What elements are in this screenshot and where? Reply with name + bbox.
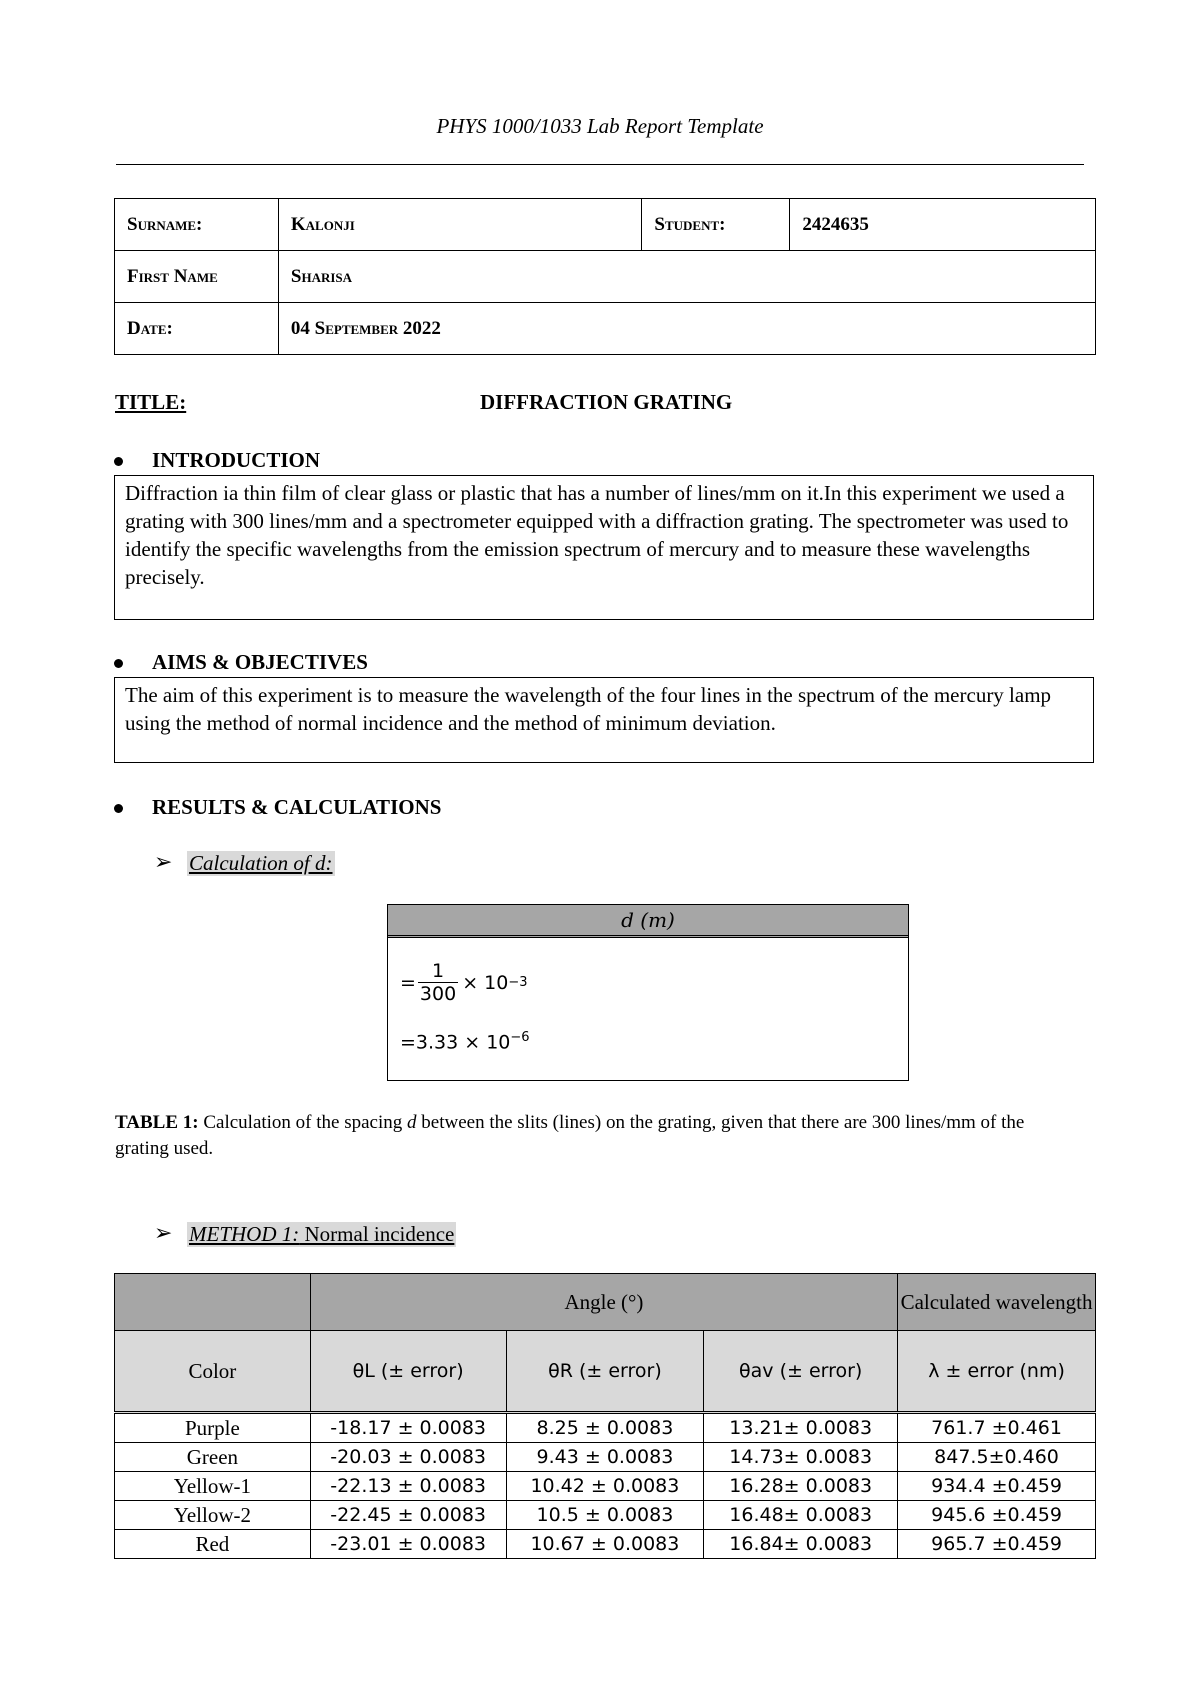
caption-label: TABLE 1:	[115, 1112, 199, 1133]
lambda-cell: 934.4 ±0.459	[898, 1472, 1096, 1501]
theta-l-header: θL (± error)	[310, 1331, 506, 1413]
theta-r-cell: 9.43 ± 0.0083	[506, 1443, 704, 1472]
method1-title: Normal incidence	[299, 1222, 455, 1246]
bullet-icon	[114, 804, 123, 813]
d-table-header: d (m)	[388, 905, 908, 938]
aims-heading: AIMS & OBJECTIVES	[152, 650, 368, 674]
calculated-wavelength-header: Calculated wavelength	[898, 1274, 1096, 1331]
result-value: =3.33 × 10	[400, 1031, 511, 1054]
theta-l-cell: -22.13 ± 0.0083	[310, 1472, 506, 1501]
student-info-table	[114, 198, 1096, 355]
table-row	[115, 251, 1096, 303]
table-row	[115, 1530, 1096, 1559]
caption-text: Calculation of the spacing	[198, 1112, 408, 1133]
introduction-text: Diffraction ia thin film of clear glass or plastic that has a number of lines/mm on it.In this experiment we used a grating with 300 lines/mm and a spectrometer equipped with a diffraction grating. The spectrometer was used to identify the specific wavelengths from the emission spectrum of mercury and to measure these wavelengths precisely.	[114, 475, 1094, 620]
color-header: Color	[115, 1331, 311, 1413]
times-power: × 10	[462, 971, 509, 994]
surname-value: Kalonji	[278, 199, 642, 251]
method1-label: METHOD 1:	[189, 1222, 300, 1246]
surname-label: Surname:	[115, 199, 279, 251]
theta-av-cell: 16.28± 0.0083	[704, 1472, 898, 1501]
theta-av-cell: 14.73± 0.0083	[704, 1443, 898, 1472]
table-row	[115, 303, 1096, 355]
lambda-cell: 965.7 ±0.459	[898, 1530, 1096, 1559]
first-name-value: Sharisa	[278, 251, 1095, 303]
theta-r-cell: 8.25 ± 0.0083	[506, 1413, 704, 1443]
theta-l-cell: -20.03 ± 0.0083	[310, 1443, 506, 1472]
first-name-label: First Name	[115, 251, 279, 303]
color-cell: Yellow-2	[115, 1501, 311, 1530]
header-rule	[116, 164, 1084, 165]
theta-av-header: θav (± error)	[704, 1331, 898, 1413]
calc-d-heading: Calculation of d:	[189, 851, 333, 875]
report-title: DIFFRACTION GRATING	[480, 390, 733, 414]
date-label: Date:	[115, 303, 279, 355]
table-row	[115, 1472, 1096, 1501]
table-row	[115, 1413, 1096, 1443]
theta-av-cell: 16.84± 0.0083	[704, 1530, 898, 1559]
equals-sign: =	[400, 971, 416, 994]
caption-text: between the slits (lines) on the grating, given that there are 300 lines/mm of the grating used.	[115, 1112, 1025, 1159]
angle-header: Angle (°)	[310, 1274, 897, 1331]
date-value: 04 September 2022	[278, 303, 1095, 355]
theta-r-header: θR (± error)	[506, 1331, 704, 1413]
d-table-body	[388, 938, 908, 1080]
theta-l-cell: -18.17 ± 0.0083	[310, 1413, 506, 1443]
d-fraction-expression	[400, 960, 528, 1005]
student-number-value: 2424635	[790, 199, 1096, 251]
title-label: TITLE:	[115, 390, 187, 414]
color-cell: Purple	[115, 1413, 311, 1443]
d-result	[400, 1030, 530, 1053]
lambda-cell: 761.7 ±0.461	[898, 1413, 1096, 1443]
exponent: −3	[508, 975, 528, 990]
theta-r-cell: 10.5 ± 0.0083	[506, 1501, 704, 1530]
arrow-bullet-icon: ➢	[154, 849, 173, 874]
aims-text: The aim of this experiment is to measure the wavelength of the four lines in the spectrum of the mercury lamp using the method of normal incidence and the method of minimum deviation.	[114, 677, 1094, 763]
page-header: PHYS 1000/1033 Lab Report Template	[436, 114, 764, 138]
theta-av-cell: 13.21± 0.0083	[704, 1413, 898, 1443]
bullet-icon	[114, 457, 123, 466]
table1-caption	[115, 1110, 1035, 1162]
table-row	[115, 1501, 1096, 1530]
fraction	[418, 960, 458, 1005]
arrow-bullet-icon: ➢	[154, 1220, 173, 1245]
color-cell: Red	[115, 1530, 311, 1559]
d-calculation-table	[387, 904, 909, 1081]
fraction-numerator: 1	[432, 960, 445, 982]
theta-r-cell: 10.42 ± 0.0083	[506, 1472, 704, 1501]
theta-l-cell: -22.45 ± 0.0083	[310, 1501, 506, 1530]
student-label: Student:	[642, 199, 790, 251]
bullet-icon	[114, 659, 123, 668]
table-subheader-row	[115, 1331, 1096, 1413]
table-row	[115, 1443, 1096, 1472]
lambda-cell: 945.6 ±0.459	[898, 1501, 1096, 1530]
theta-av-cell: 16.48± 0.0083	[704, 1501, 898, 1530]
theta-r-cell: 10.67 ± 0.0083	[506, 1530, 704, 1559]
fraction-denominator: 300	[419, 983, 457, 1005]
theta-l-cell: -23.01 ± 0.0083	[310, 1530, 506, 1559]
empty-header-cell	[115, 1274, 311, 1331]
caption-variable: d	[407, 1112, 417, 1133]
table-row	[115, 199, 1096, 251]
table-header-row	[115, 1274, 1096, 1331]
method1-heading	[187, 1222, 456, 1247]
color-cell: Green	[115, 1443, 311, 1472]
normal-incidence-table	[114, 1273, 1096, 1559]
lambda-cell: 847.5±0.460	[898, 1443, 1096, 1472]
color-cell: Yellow-1	[115, 1472, 311, 1501]
introduction-heading: INTRODUCTION	[152, 448, 321, 472]
lambda-header: λ ± error (nm)	[898, 1331, 1096, 1413]
exponent: −6	[510, 1030, 530, 1045]
results-heading: RESULTS & CALCULATIONS	[152, 795, 442, 819]
